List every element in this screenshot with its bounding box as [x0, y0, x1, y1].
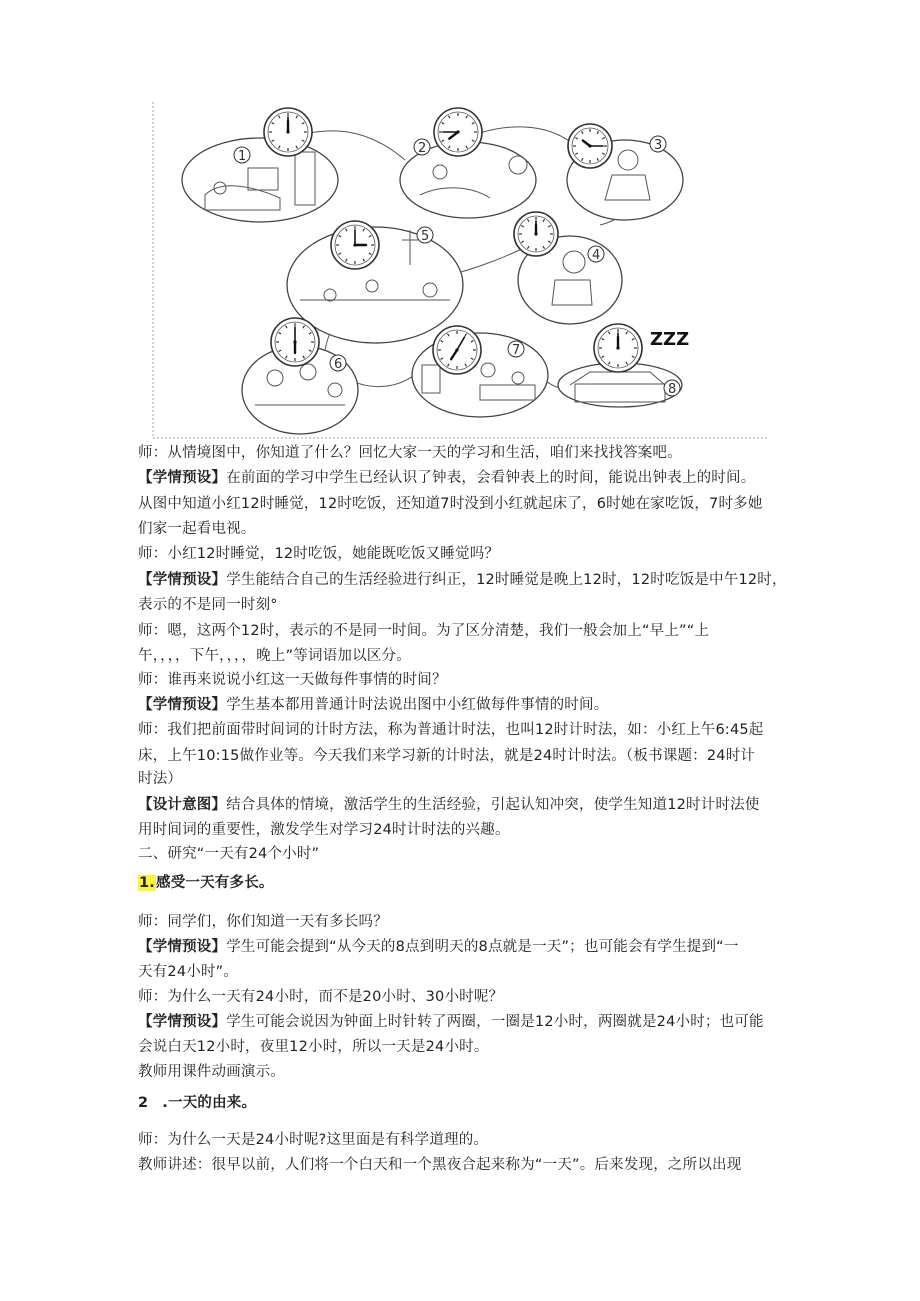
svg-text:2: 2 — [418, 141, 427, 156]
text-line-2: 【学情预设】在前面的学习中学生已经认识了钟表，会看钟表上的时间，能说出钟表上的时间。 — [138, 470, 756, 486]
text-line-11: 【学情预设】学生基本都用普通计时法说出图中小红做每件事情的时间。 — [138, 697, 609, 713]
subheading-1: 1.感受一天有多长。 — [139, 875, 274, 891]
clock-icon — [271, 318, 319, 366]
text-line-10: 师：谁再来说说小红这一天做每件事情的时间？ — [138, 672, 447, 688]
text-line-7: 表示的不是同一时刻° — [138, 597, 278, 613]
text-line-16: 用时间词的重要性，激发学生对学习24时计时法的兴趣。 — [138, 822, 510, 838]
text-line-13: 床，上午10:15做作业等。今天我们来学习新的计时法，就是24时计时法。（板书课题：24时计 — [138, 748, 756, 764]
tag-learning-preset: 【学情预设】 — [138, 939, 227, 955]
tag-learning-preset: 【学情预设】 — [138, 697, 227, 713]
text-line-25: 教师用课件动画演示。 — [138, 1064, 285, 1080]
text-line-28: 教师讲述：很早以前，人们将一个白天和一个黑夜合起来称为“一天”。后来发现，之所以出现 — [138, 1157, 742, 1173]
zzz-text: ZZZ — [650, 329, 690, 350]
text-line-6: 【学情预设】学生能结合自己的生活经验进行纠正，12时睡觉是晚上12时，12时吃饭是中午12时， — [138, 572, 787, 588]
scene-1-sleeping — [182, 138, 338, 222]
tag-design-intent: 【设计意图】 — [138, 797, 227, 813]
tag-learning-preset: 【学情预设】 — [138, 1014, 227, 1030]
clock-icon — [331, 221, 379, 269]
clock-icon — [568, 124, 612, 168]
tag-learning-preset: 【学情预设】 — [138, 470, 227, 486]
clock-icon — [433, 326, 481, 374]
text-line-1: 师：从情境图中，你知道了什么？回忆大家一天的学习和生活，咱们来找找答案吧。 — [138, 445, 682, 461]
text-line-20: 【学情预设】学生可能会提到“从今天的8点到明天的8点就是一天”；也可能会有学生提到“一 — [138, 939, 739, 955]
tag-learning-preset: 【学情预设】 — [138, 572, 227, 588]
clock-icon — [514, 212, 558, 256]
svg-text:1: 1 — [238, 149, 247, 164]
text-line-23: 【学情预设】学生可能会说因为钟面上时针转了两圈，一圈是12小时，两圈就是24小时；也可能 — [138, 1014, 764, 1030]
text-line-4: 们家一起看电视。 — [138, 521, 256, 537]
text-line-19: 师：同学们，你们知道一天有多长吗？ — [138, 914, 388, 930]
text-line-22: 师：为什么一天有24小时，而不是20小时、30小时呢？ — [138, 989, 504, 1005]
text-line-3: 从图中知道小红12时睡觉，12时吃饭，还知道7时没到小红就起床了，6时她在家吃饭，7时多她 — [138, 496, 763, 512]
clock-icon — [594, 324, 642, 372]
text-line-27: 师：为什么一天是24小时呢?这里面是有科学道理的。 — [138, 1132, 489, 1148]
svg-text:6: 6 — [334, 357, 343, 372]
svg-text:8: 8 — [668, 382, 677, 397]
clock-icon — [434, 108, 482, 156]
clock-icon — [264, 108, 312, 156]
text-line-21: 天有24小时”。 — [138, 964, 239, 980]
daily-schedule-illustration — [150, 100, 770, 442]
subheading-2: 2 .一天的由来。 — [138, 1095, 257, 1111]
text-line-8: 师：嗯，这两个12时，表示的不是同一时间。为了区分清楚，我们一般会加上“早上”“上 — [138, 623, 710, 639]
section-heading-2: 二、研究“一天有24个小时” — [138, 846, 320, 862]
text-line-5: 师：小红12时睡觉，12时吃饭，她能既吃饭又睡觉吗？ — [138, 546, 500, 562]
text-line-14: 时法） — [138, 771, 183, 787]
svg-text:4: 4 — [592, 248, 601, 263]
svg-text:5: 5 — [421, 229, 430, 244]
text-line-9: 午，，，，下午，，，，晚上”等词语加以区分。 — [138, 648, 411, 664]
text-line-15: 【设计意图】结合具体的情境，激活学生的生活经验，引起认知冲突，使学生知道12时计时法使 — [138, 797, 760, 813]
svg-text:3: 3 — [654, 138, 663, 153]
highlighted-number: 1. — [139, 875, 155, 891]
text-line-12: 师：我们把前面带时间词的计时方法，称为普通计时法，也叫12时计时法，如：小红上午6:45起 — [138, 722, 764, 738]
text-line-24: 会说白天12小时，夜里12小时，所以一天是24小时。 — [138, 1039, 489, 1055]
svg-text:7: 7 — [512, 343, 521, 358]
